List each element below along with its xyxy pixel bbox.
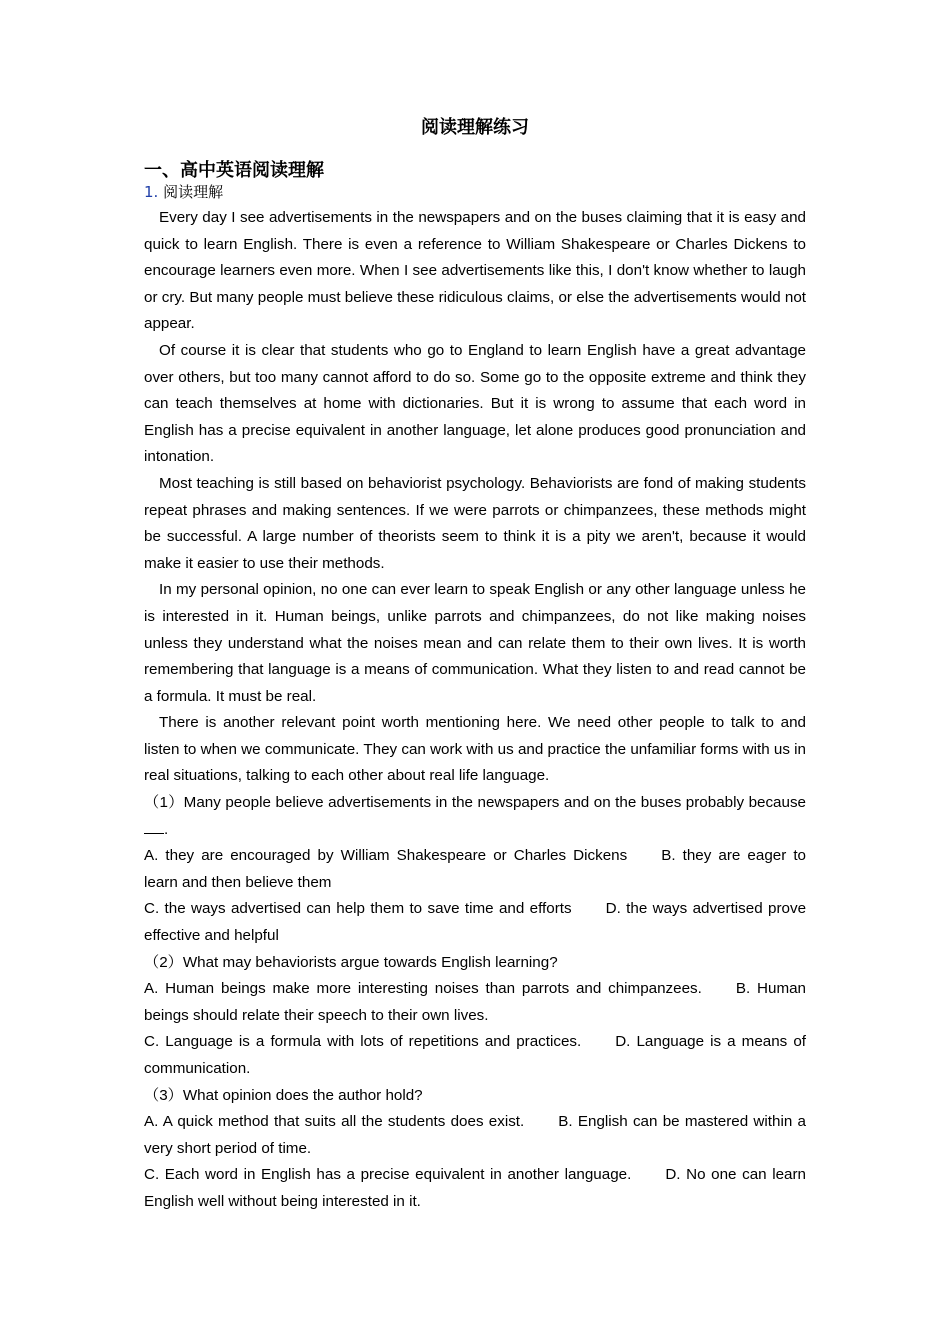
passage-paragraph: Most teaching is still based on behaviorist psychology. Behaviorists are fond of making students repeat phrases and making sentences. If we were parrots or chimpanzees, these methods might be successful. A large number of theorists seem to think it is a pity we aren't, because it would make it easier to use their methods. <box>144 474 806 572</box>
passage-paragraph: In my personal opinion, no one can ever learn to speak English or any other language unless he is interested in it. Human beings, unlike parrots and chimpanzees, do not like making noises unless they understand what the noises mean and can relate them to their own lives. It is worth remembering that language is a means of communication. What they listen to and read cannot be a formula. It must be real. <box>144 581 806 705</box>
option-c: C. Language is a formula with lots of repetitions and practices. <box>144 1033 582 1051</box>
question-label: 阅读理解 <box>163 183 224 201</box>
question-1-options-ab <box>144 843 806 896</box>
question-2-stem: （2）What may behaviorists argue towards English learning? <box>144 953 558 971</box>
question-number: 1. <box>144 183 159 201</box>
option-a: A. Human beings make more interesting noises than parrots and chimpanzees. <box>144 980 702 998</box>
option-a: A. they are encouraged by William Shakespeare or Charles Dickens <box>144 847 628 865</box>
question-1-end: . <box>164 820 169 838</box>
option-d: D. No one can learn English well without being interested in it. <box>144 1166 806 1210</box>
question-1-options-cd <box>144 896 806 949</box>
option-b: B. English can be mastered within a very short period of time. <box>144 1113 806 1157</box>
option-b: B. they are eager to learn and then believe them <box>144 847 807 891</box>
reading-content <box>144 205 806 1216</box>
option-b: B. Human beings should relate their speech to their own lives. <box>144 980 806 1024</box>
question-3-options-ab <box>144 1109 806 1162</box>
answer-blank <box>144 819 164 834</box>
passage-paragraph: There is another relevant point worth mentioning here. We need other people to talk to and listen to when we communicate. They can work with us and practice the unfamiliar forms with us in real situations, talking to each other about real life language. <box>144 714 806 785</box>
question-1-stem <box>144 790 806 843</box>
option-d: D. the ways advertised prove effective and helpful <box>144 900 807 945</box>
option-c: C. Each word in English has a precise equivalent in another language. <box>144 1166 632 1184</box>
section-heading: 一、高中英语阅读理解 <box>144 160 324 181</box>
option-c: C. the ways advertised can help them to save time and efforts <box>144 900 572 918</box>
question-2-options-ab <box>144 976 806 1029</box>
option-a: A. A quick method that suits all the students does exist. <box>144 1113 525 1131</box>
question-3-options-cd <box>144 1162 806 1215</box>
question-header <box>144 180 223 204</box>
passage-paragraph: Of course it is clear that students who go to England to learn English have a great advantage over others, but too many cannot afford to do so. Some go to the opposite extreme and think they can teach themselves at home with dictionaries. But it is wrong to assume that each word in English has a precise equivalent in another language, let alone produces good pronunciation and intonation. <box>144 341 806 466</box>
question-3-stem: （3）What opinion does the author hold? <box>144 1086 423 1104</box>
question-2-options-cd <box>144 1029 806 1082</box>
passage-paragraph: Every day I see advertisements in the newspapers and on the buses claiming that it is easy and quick to learn English. There is even a reference to William Shakespeare or Charles Dickens to encourage learners even more. When I see advertisements like this, I don't know whether to laugh or cry. But many people must believe these ridiculous claims, or else the advertisements would not appear. <box>144 209 806 333</box>
option-d: D. Language is a means of communication. <box>144 1033 806 1077</box>
question-1-text: （1）Many people believe advertisements in the newspapers and on the buses probably because <box>144 794 806 812</box>
document-title: 阅读理解练习 <box>421 117 529 138</box>
